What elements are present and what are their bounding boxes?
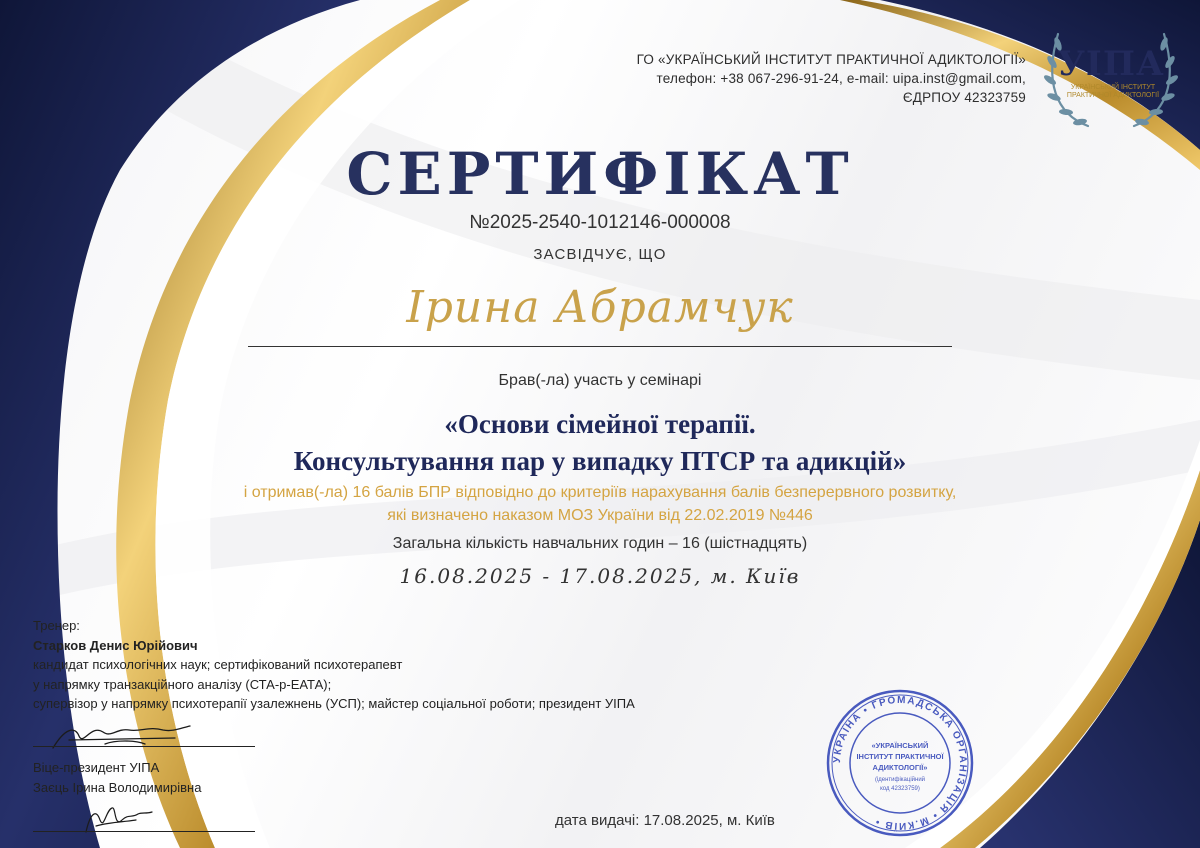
- vice-president-block: [33, 758, 201, 798]
- uipa-logo: [1036, 22, 1186, 134]
- trainer-block: [33, 616, 635, 714]
- official-stamp: [825, 688, 975, 838]
- vice-president-signature-line: [33, 831, 255, 832]
- stamp-center-line-1: «УКРАЇНСЬКИЙ: [871, 741, 929, 750]
- organization-name: ГО «УКРАЇНСЬКИЙ ІНСТИТУТ ПРАКТИЧНОЇ АДИКТОЛОГІЇ»: [636, 52, 1026, 67]
- seminar-title: [150, 406, 1050, 480]
- attended-text: Брав(-ла) участь у семінарі: [498, 372, 702, 389]
- trainer-credential-1: кандидат психологічних наук; сертифікований психотерапевт: [33, 657, 403, 672]
- certifies-text: ЗАСВІДЧУЄ, ЩО: [533, 246, 667, 263]
- trainer-credential-2: у напрямку транзакційного аналізу (СТА-р-ЕАТА);: [33, 676, 332, 692]
- stamp-center-line-2: ІНСТИТУТ ПРАКТИЧНОЇ: [856, 752, 944, 761]
- points-line-1: і отримав(-ла) 16 балів БПР відповідно до критеріїв нарахування балів безперервного розвитку,: [243, 484, 957, 501]
- stamp-code-label: (ідентифікаційний: [874, 777, 926, 783]
- stamp-outer-text: УКРАЇНА • ГРОМАДСЬКА ОРГАНІЗАЦІЯ • М.КИЇВ •: [831, 694, 969, 832]
- organization-edrpou: ЄДРПОУ 42323759: [902, 90, 1026, 105]
- trainer-signature: [45, 718, 195, 754]
- vice-president-name: Заєць Ірина Володимирівна: [33, 780, 202, 795]
- recipient-name: Ірина Абрамчук: [406, 282, 794, 333]
- seminar-title-line-1: «Основи сімейної терапії.: [444, 409, 756, 439]
- points-text: [100, 481, 1100, 527]
- certificate-number: №2025-2540-1012146-000008: [469, 212, 731, 233]
- certificate-title: СЕРТИФІКАТ: [346, 140, 854, 208]
- seminar-title-line-2: Консультування пар у випадку ПТСР та адикцій»: [293, 446, 907, 476]
- seminar-dates: 16.08.2025 - 17.08.2025, м. Київ: [399, 564, 801, 588]
- trainer-label: Тренер:: [33, 618, 80, 633]
- logo-subtitle: УКРАЇНСЬКИЙ ІНСТИТУТ ПРАКТИЧНОЇ АДИКТОЛОГІЇ: [1066, 84, 1160, 99]
- stamp-center-line-3: АДИКТОЛОГІЇ»: [872, 763, 928, 772]
- stamp-code: код 42323759): [880, 786, 920, 792]
- total-hours: Загальна кількість навчальних годин – 16 (шістнадцять): [392, 535, 808, 552]
- organization-contacts: телефон: +38 067-296-91-24, e-mail: uipa.inst@gmail.com,: [656, 71, 1026, 86]
- organization-header: [637, 50, 1026, 107]
- trainer-name: Старков Денис Юрійович: [33, 637, 198, 653]
- trainer-credential-3: супервізор у напрямку психотерапії узалежнень (УСП); майстер соціальної роботи; президент УІПА: [33, 696, 635, 711]
- points-line-2: які визначено наказом МОЗ України від 22.02.2019 №446: [387, 507, 813, 524]
- vice-president-title: Віце-президент УІПА: [33, 760, 160, 775]
- name-underline: [248, 346, 952, 347]
- issue-date: дата видачі: 17.08.2025, м. Київ: [555, 812, 775, 829]
- logo-abbreviation: УІПА: [1057, 44, 1165, 84]
- trainer-signature-line: [33, 746, 255, 747]
